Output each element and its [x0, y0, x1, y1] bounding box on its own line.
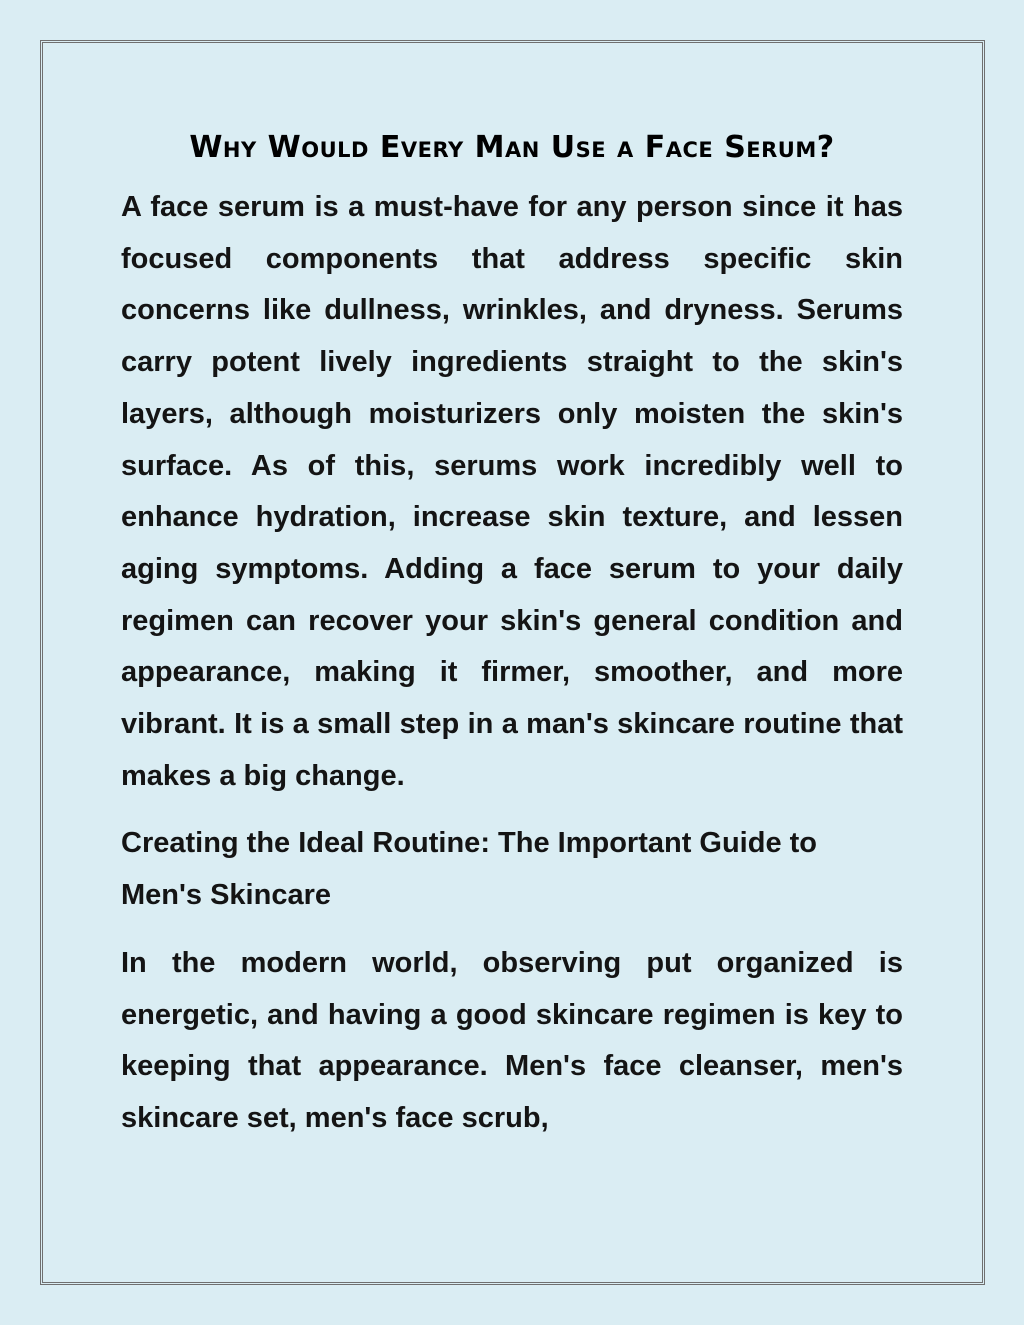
document-body [121, 128, 903, 1145]
section-paragraph: In the modern world, observing put organized is energetic, and having a good skincare regimen is key to keeping that appearance. Men's face cleanser, men's skincare set, men's face scrub, [121, 946, 903, 1134]
intro-paragraph: A face serum is a must-have for any person since it has focused components that address specific skin concerns like dullness, wrinkles, and dryness. Serums carry potent lively ingredients straight to the skin's layers, although moisturizers only moisten the skin's surface. As of this, serums work incredibly well to enhance hydration, increase skin texture, and lessen aging symptoms. Adding a face serum to your daily regimen can recover your skin's general condition and appearance, making it firmer, smoother, and more vibrant. It is a small step in a man's skincare routine that makes a big change. [121, 191, 903, 792]
section-heading: Creating the Ideal Routine: The Important Guide to Men's Skincare [121, 827, 818, 912]
document-title: Why Would Every Man Use a Face Serum? [189, 130, 835, 165]
